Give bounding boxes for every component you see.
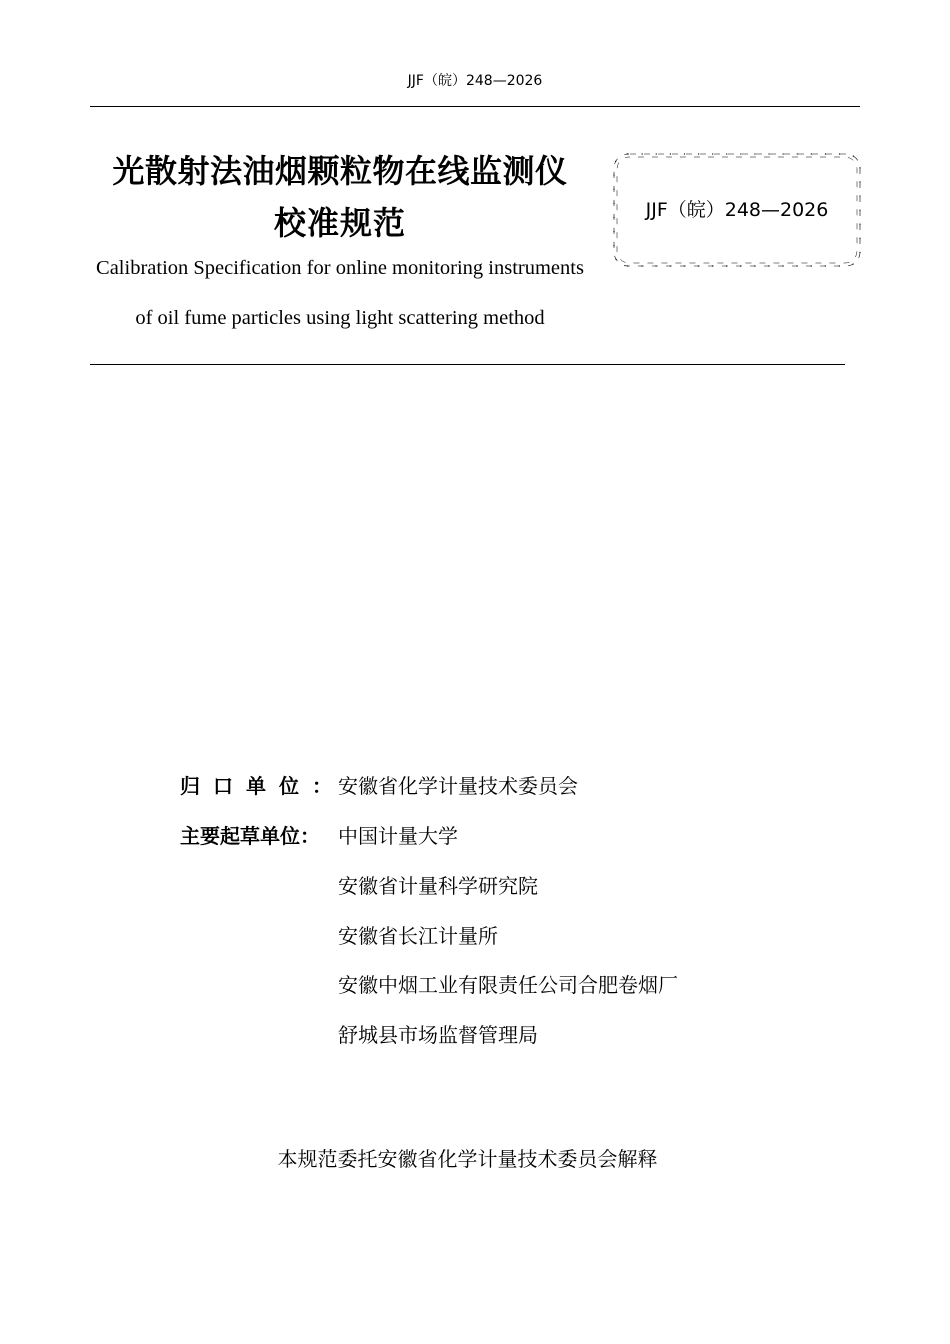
interpretation-note: 本规范委托安徽省化学计量技术委员会解释: [277, 1149, 658, 1171]
drafting-unit-item: 安徽省计量科学研究院: [338, 876, 538, 898]
drafting-unit-item: 舒城县市场监督管理局: [338, 1025, 538, 1047]
title-en-line-2: of oil fume particles using light scattering method: [135, 307, 545, 329]
title-zh-line-1: 光散射法油烟颗粒物在线监测仪: [112, 152, 568, 190]
top-divider: [90, 106, 860, 107]
header-standard-code: JJF（皖）248—2026: [407, 73, 543, 89]
drafting-unit-item: 中国计量大学: [338, 826, 458, 848]
responsible-unit-value: 安徽省化学计量技术委员会: [338, 776, 578, 798]
code-box-text: JJF（皖）248—2026: [645, 199, 829, 221]
responsible-unit-label: 归口单位: [180, 774, 312, 798]
drafting-units-label: 主要起草单位：: [180, 824, 320, 848]
drafting-unit-item: 安徽省长江计量所: [338, 926, 498, 948]
drafting-unit-item: 安徽中烟工业有限责任公司合肥卷烟厂: [338, 975, 678, 997]
title-zh-line-2: 校准规范: [273, 204, 406, 242]
standard-code-box: [610, 150, 864, 270]
responsible-unit-colon: ：: [312, 774, 332, 798]
title-en-line-1: Calibration Specification for online monitoring instruments: [96, 257, 584, 279]
middle-divider: [90, 364, 845, 365]
